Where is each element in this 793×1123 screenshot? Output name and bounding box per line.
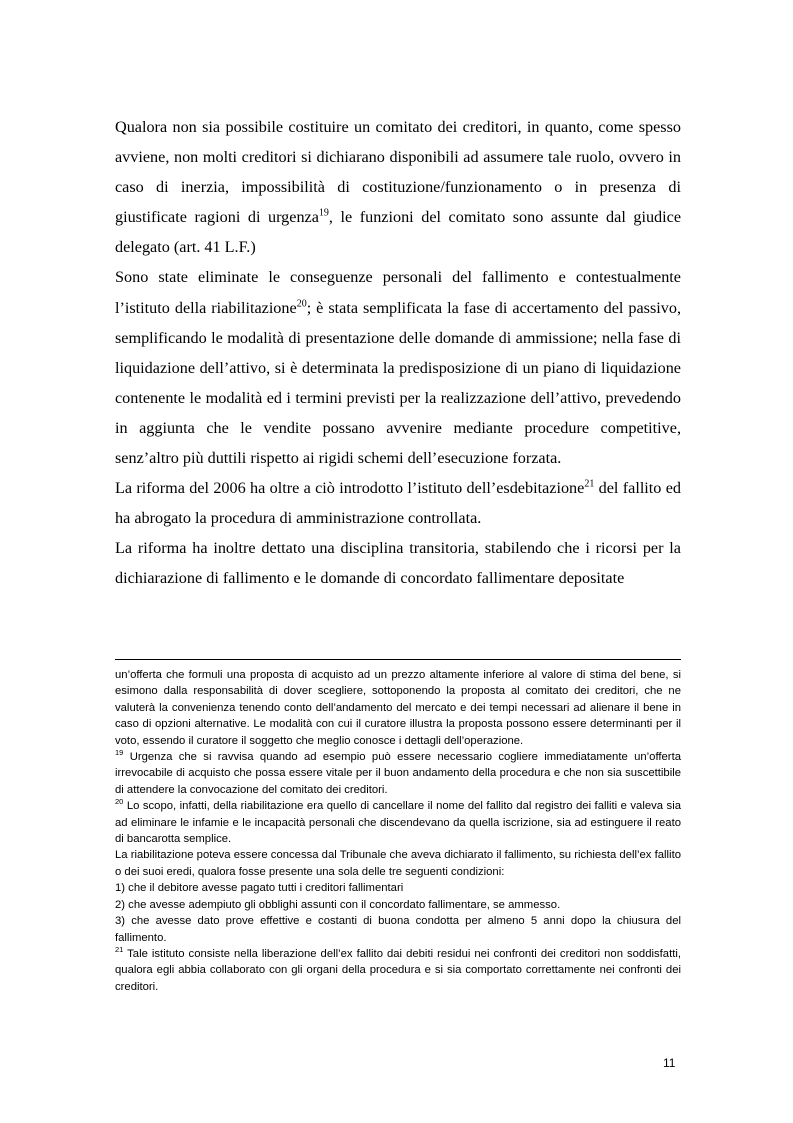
paragraph-text: Qualora non sia possibile costituire un comitato dei creditori, in quanto, come spesso avviene, non molti creditori si dichiarano disponibili ad assumere tale ruolo, ovvero in caso di inerzia, impossibilità di costituzione/funzionamento o in presenza di giustificate ragioni di urgenza — [115, 118, 681, 227]
footnote-20-item-1: 1) che il debitore avesse pagato tutti i creditori fallimentari — [115, 882, 404, 895]
footnote-19 — [115, 749, 681, 798]
paragraph-riabilitazione — [115, 262, 681, 473]
footnote-continuation: un’offerta che formuli una proposta di acquisto ad un prezzo altamente inferiore al valore di stima del bene, si esimono dalla responsabilità di dover scegliere, sottoponendo la proposta al comitato dei creditori, che ne valuterà la convenienza tenendo conto dell’andamento del mercato e dei tempi necessari ad alienare il bene in caso di opzioni alternative. Le modalità con cui il curatore illustra la proposta possono essere determinanti per il voto, essendo il curatore il soggetto che meglio conosce i dettagli dell’operazione. — [115, 669, 681, 747]
footnote-text: Urgenza che si ravvisa quando ad esempio può essere necessario cogliere immediatamente un’offerta irrevocabile di acquisto che possa essere vitale per il buon andamento della procedura e che non sia suscettibile di attendere la convocazione del comitato dei creditori. — [115, 751, 681, 796]
paragraph-disciplina-transitoria: La riforma ha inoltre dettato una disciplina transitoria, stabilendo che i ricorsi per la dichiarazione di fallimento e le domande di concordato fallimentare depositate — [115, 539, 681, 588]
paragraph-text: del fallito ed ha abrogato la procedura di amministrazione controllata. — [115, 479, 681, 528]
footnote-number: 19 — [115, 748, 124, 758]
paragraph-text: La riforma del 2006 ha oltre a ciò introdotto l’istituto dell’esdebitazione — [115, 479, 585, 498]
paragraph-text: Sono state eliminate le conseguenze personali del fallimento e contestualmente l’istituto della riabilitazione — [115, 268, 681, 317]
footnote-20-item-3: 3) che avesse dato prove effettive e costanti di buona condotta per almeno 5 anni dopo la chiusura del fallimento. — [115, 915, 681, 944]
footnote-21 — [115, 946, 681, 995]
paragraph-text: ; è stata semplificata la fase di accertamento del passivo, semplificando le modalità di presentazione delle domande di ammissione; nella fase di liquidazione dell’attivo, si è determinata la predisposizione di un piano di liquidazione contenente le modalità ed i termini previsti per la realizzazione dell’attivo, prevedendo in aggiunta che le vendite possano avvenire mediante procedure competitive, senz’altro più duttili rispetto ai rigidi schemi dell’esecuzione forzata. — [115, 298, 681, 468]
footnotes — [115, 667, 681, 995]
footnote-ref-20[interactable]: 20 — [296, 298, 307, 310]
footnote-ref-19[interactable]: 19 — [318, 207, 329, 219]
footnote-20-paragraph: La riabilitazione poteva essere concessa dal Tribunale che aveva dichiarato il fallimento, su richiesta dell’ex fallito o dei suoi eredi, qualora fosse presente una sola delle tre seguenti condizioni: — [115, 849, 681, 878]
paragraph-comitato — [115, 112, 681, 262]
footnote-text: Tale istituto consiste nella liberazione dell’ex fallito dai debiti residui nei confronti dei creditori non soddisfatti, qualora egli abbia collaborato con gli organi della procedura e si sia comportato correttamente nei confronti dei creditori. — [115, 947, 681, 993]
footnote-separator — [115, 659, 681, 660]
paragraph-esdebitazione — [115, 473, 681, 533]
footnote-number: 21 — [115, 945, 124, 955]
footnote-20 — [115, 798, 681, 847]
paragraph-text: , le funzioni del comitato sono assunte dal giudice delegato (art. 41 L.F.) — [115, 208, 681, 257]
page-number: 11 — [663, 1056, 676, 1070]
footnote-text: Lo scopo, infatti, della riabilitazione era quello di cancellare il nome del fallito dal registro dei falliti e valeva sia ad eliminare le infamie e le incapacità personali che discendevano da quella iscrizione, sia ad estinguere il reato di bancarotta semplice. — [115, 800, 681, 846]
footnote-20-item-2: 2) che avesse adempiuto gli obblighi assunti con il concordato fallimentare, se ammesso. — [115, 898, 561, 911]
footnote-ref-21[interactable]: 21 — [584, 478, 595, 490]
footnote-number: 20 — [115, 797, 124, 807]
main-text — [115, 112, 681, 594]
